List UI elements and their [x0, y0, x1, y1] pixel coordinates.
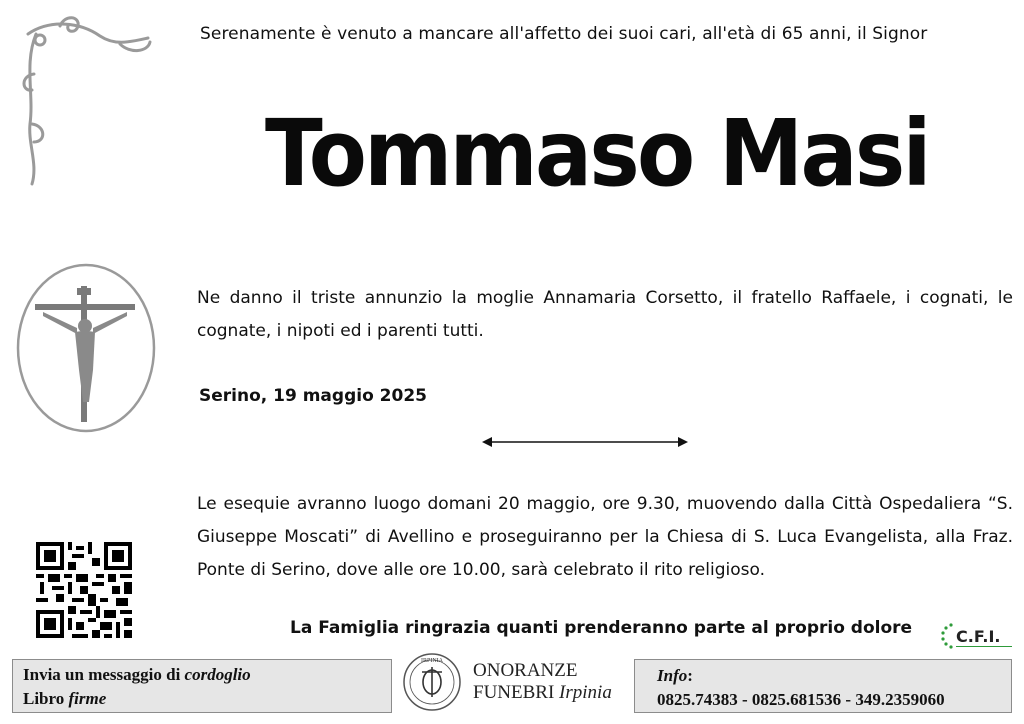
info-box — [634, 659, 1012, 713]
cfi-logo — [940, 620, 1016, 652]
funeral-home-name: ONORANZE FUNEBRI Irpinia — [473, 660, 612, 703]
intro-text: Serenamente è venuto a mancare all'affetto dei suoi cari, all'età di 65 anni, il Signor — [200, 24, 928, 44]
announcement-text: Ne danno il triste annunzio la moglie Annamaria Corsetto, il fratello Raffaele, i cognati, le cognate, i nipoti ed i parenti tutti. — [197, 288, 1013, 341]
condolence-message-button[interactable] — [12, 659, 392, 713]
double-arrow-divider-icon — [480, 435, 690, 449]
logo-top-text: IRPINIA — [421, 658, 443, 664]
phone-numbers[interactable]: 0825.74383 - 0825.681536 - 349.2359060 — [657, 690, 945, 709]
condolence-line[interactable]: Invia un messaggio di cordoglio — [23, 665, 251, 684]
place-date: Serino, 19 maggio 2025 — [199, 386, 427, 406]
thanks-text: La Famiglia ringrazia quanti prenderanno parte al proprio dolore — [290, 618, 913, 638]
crucifix-icon — [15, 262, 157, 434]
cfi-logo-text: C.F.I. — [956, 627, 1001, 646]
corner-ornament-icon — [20, 14, 160, 189]
info-label: Info: — [657, 666, 693, 685]
guestbook-line[interactable]: Libro firme — [23, 689, 107, 708]
deceased-name: Tommaso Masi — [265, 100, 929, 207]
qr-code-icon[interactable] — [36, 542, 132, 638]
funeral-home-logo — [402, 652, 462, 712]
funeral-info-text: Le esequie avranno luogo domani 20 maggio, ore 9.30, muovendo dalla Città Ospedaliera “S. Giuseppe Moscati” di Avellino e proseguiranno per la Chiesa di S. Luca Evangelista, alla Fraz. Ponte di Serino, dove alle ore 10.00, sarà celebrato il rito religioso. — [197, 494, 1013, 580]
